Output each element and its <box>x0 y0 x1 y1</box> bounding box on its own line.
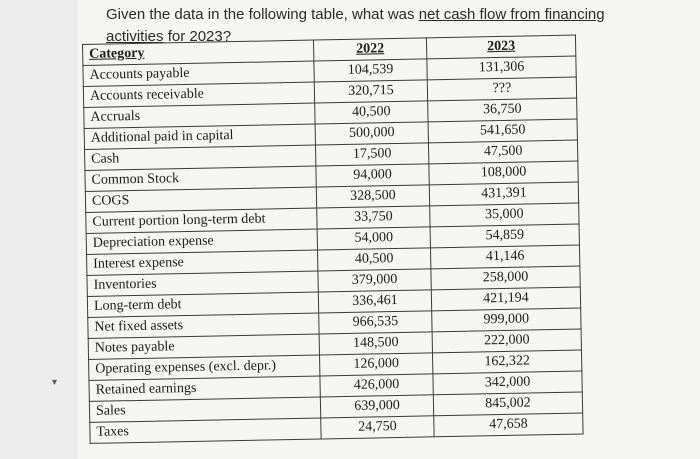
cell-2022: 104,539 <box>314 59 427 82</box>
bullet-marker-icon: ▾ <box>52 377 58 388</box>
cell-2022: 94,000 <box>316 164 429 187</box>
cell-2022: 40,500 <box>317 248 430 271</box>
cell-2022: 379,000 <box>318 269 431 292</box>
cell-2022: 17,500 <box>315 143 428 166</box>
cell-category: Additional paid in capital <box>84 124 315 149</box>
cell-category: Cash <box>85 145 316 170</box>
cell-2023: 342,000 <box>433 371 582 395</box>
question-prefix: Given the data in the following table, what was <box>106 6 419 23</box>
cell-category: Operating expenses (excl. depr.) <box>89 355 320 380</box>
cell-2022: 336,461 <box>318 290 431 313</box>
cell-category: COGS <box>85 187 316 212</box>
cell-category: Retained earnings <box>89 376 320 401</box>
question-suffix: for 2023? <box>163 28 232 45</box>
cell-category: Current portion long-term debt <box>86 208 317 233</box>
cell-2022: 639,000 <box>320 395 433 418</box>
cell-category: Interest expense <box>87 250 318 275</box>
cell-2023: 36,750 <box>428 98 577 122</box>
cell-category: Sales <box>89 397 320 422</box>
cell-category: Long-term debt <box>87 292 318 317</box>
cell-category: Notes payable <box>88 334 319 359</box>
cell-category: Net fixed assets <box>88 313 319 338</box>
cell-2022: 500,000 <box>315 122 428 145</box>
financial-data-table <box>82 35 584 444</box>
header-category: Category <box>83 40 314 65</box>
cell-2022: 40,500 <box>315 101 428 124</box>
cell-2022: 24,750 <box>321 416 434 439</box>
cell-2023: 222,000 <box>432 329 581 353</box>
cell-2022: 33,750 <box>317 206 430 229</box>
cell-category: Taxes <box>90 418 321 443</box>
cell-category: Inventories <box>87 271 318 296</box>
cell-category: Accounts payable <box>83 61 314 86</box>
cell-2022: 966,535 <box>319 311 432 334</box>
header-2022: 2022 <box>313 38 426 61</box>
question-emphasis: net cash flow from financing activities <box>106 6 605 45</box>
cell-2022: 148,500 <box>319 332 432 355</box>
cell-2023: 999,000 <box>432 308 581 332</box>
cell-2023: 47,658 <box>434 413 583 437</box>
cell-2023: ??? <box>427 77 576 101</box>
header-2023: 2023 <box>426 35 575 59</box>
cell-2023: 541,650 <box>428 119 577 143</box>
cell-category: Depreciation expense <box>86 229 317 254</box>
cell-2023: 258,000 <box>431 266 580 290</box>
cell-2023: 47,500 <box>428 140 577 164</box>
cell-2023: 845,002 <box>433 392 582 416</box>
cell-2023: 431,391 <box>429 182 578 206</box>
cell-2023: 162,322 <box>432 350 581 374</box>
cell-category: Accruals <box>84 103 315 128</box>
cell-2022: 426,000 <box>320 374 433 397</box>
cell-2022: 328,500 <box>316 185 429 208</box>
cell-2023: 41,146 <box>430 245 579 269</box>
cell-category: Common Stock <box>85 166 316 191</box>
cell-2023: 35,000 <box>430 203 579 227</box>
cell-category: Accounts receivable <box>83 82 314 107</box>
cell-2023: 108,000 <box>429 161 578 185</box>
cell-2022: 54,000 <box>317 227 430 250</box>
cell-2023: 131,306 <box>427 56 576 80</box>
cell-2022: 320,715 <box>314 80 427 103</box>
cell-2023: 421,194 <box>431 287 580 311</box>
cell-2022: 126,000 <box>320 353 433 376</box>
cell-2023: 54,859 <box>430 224 579 248</box>
